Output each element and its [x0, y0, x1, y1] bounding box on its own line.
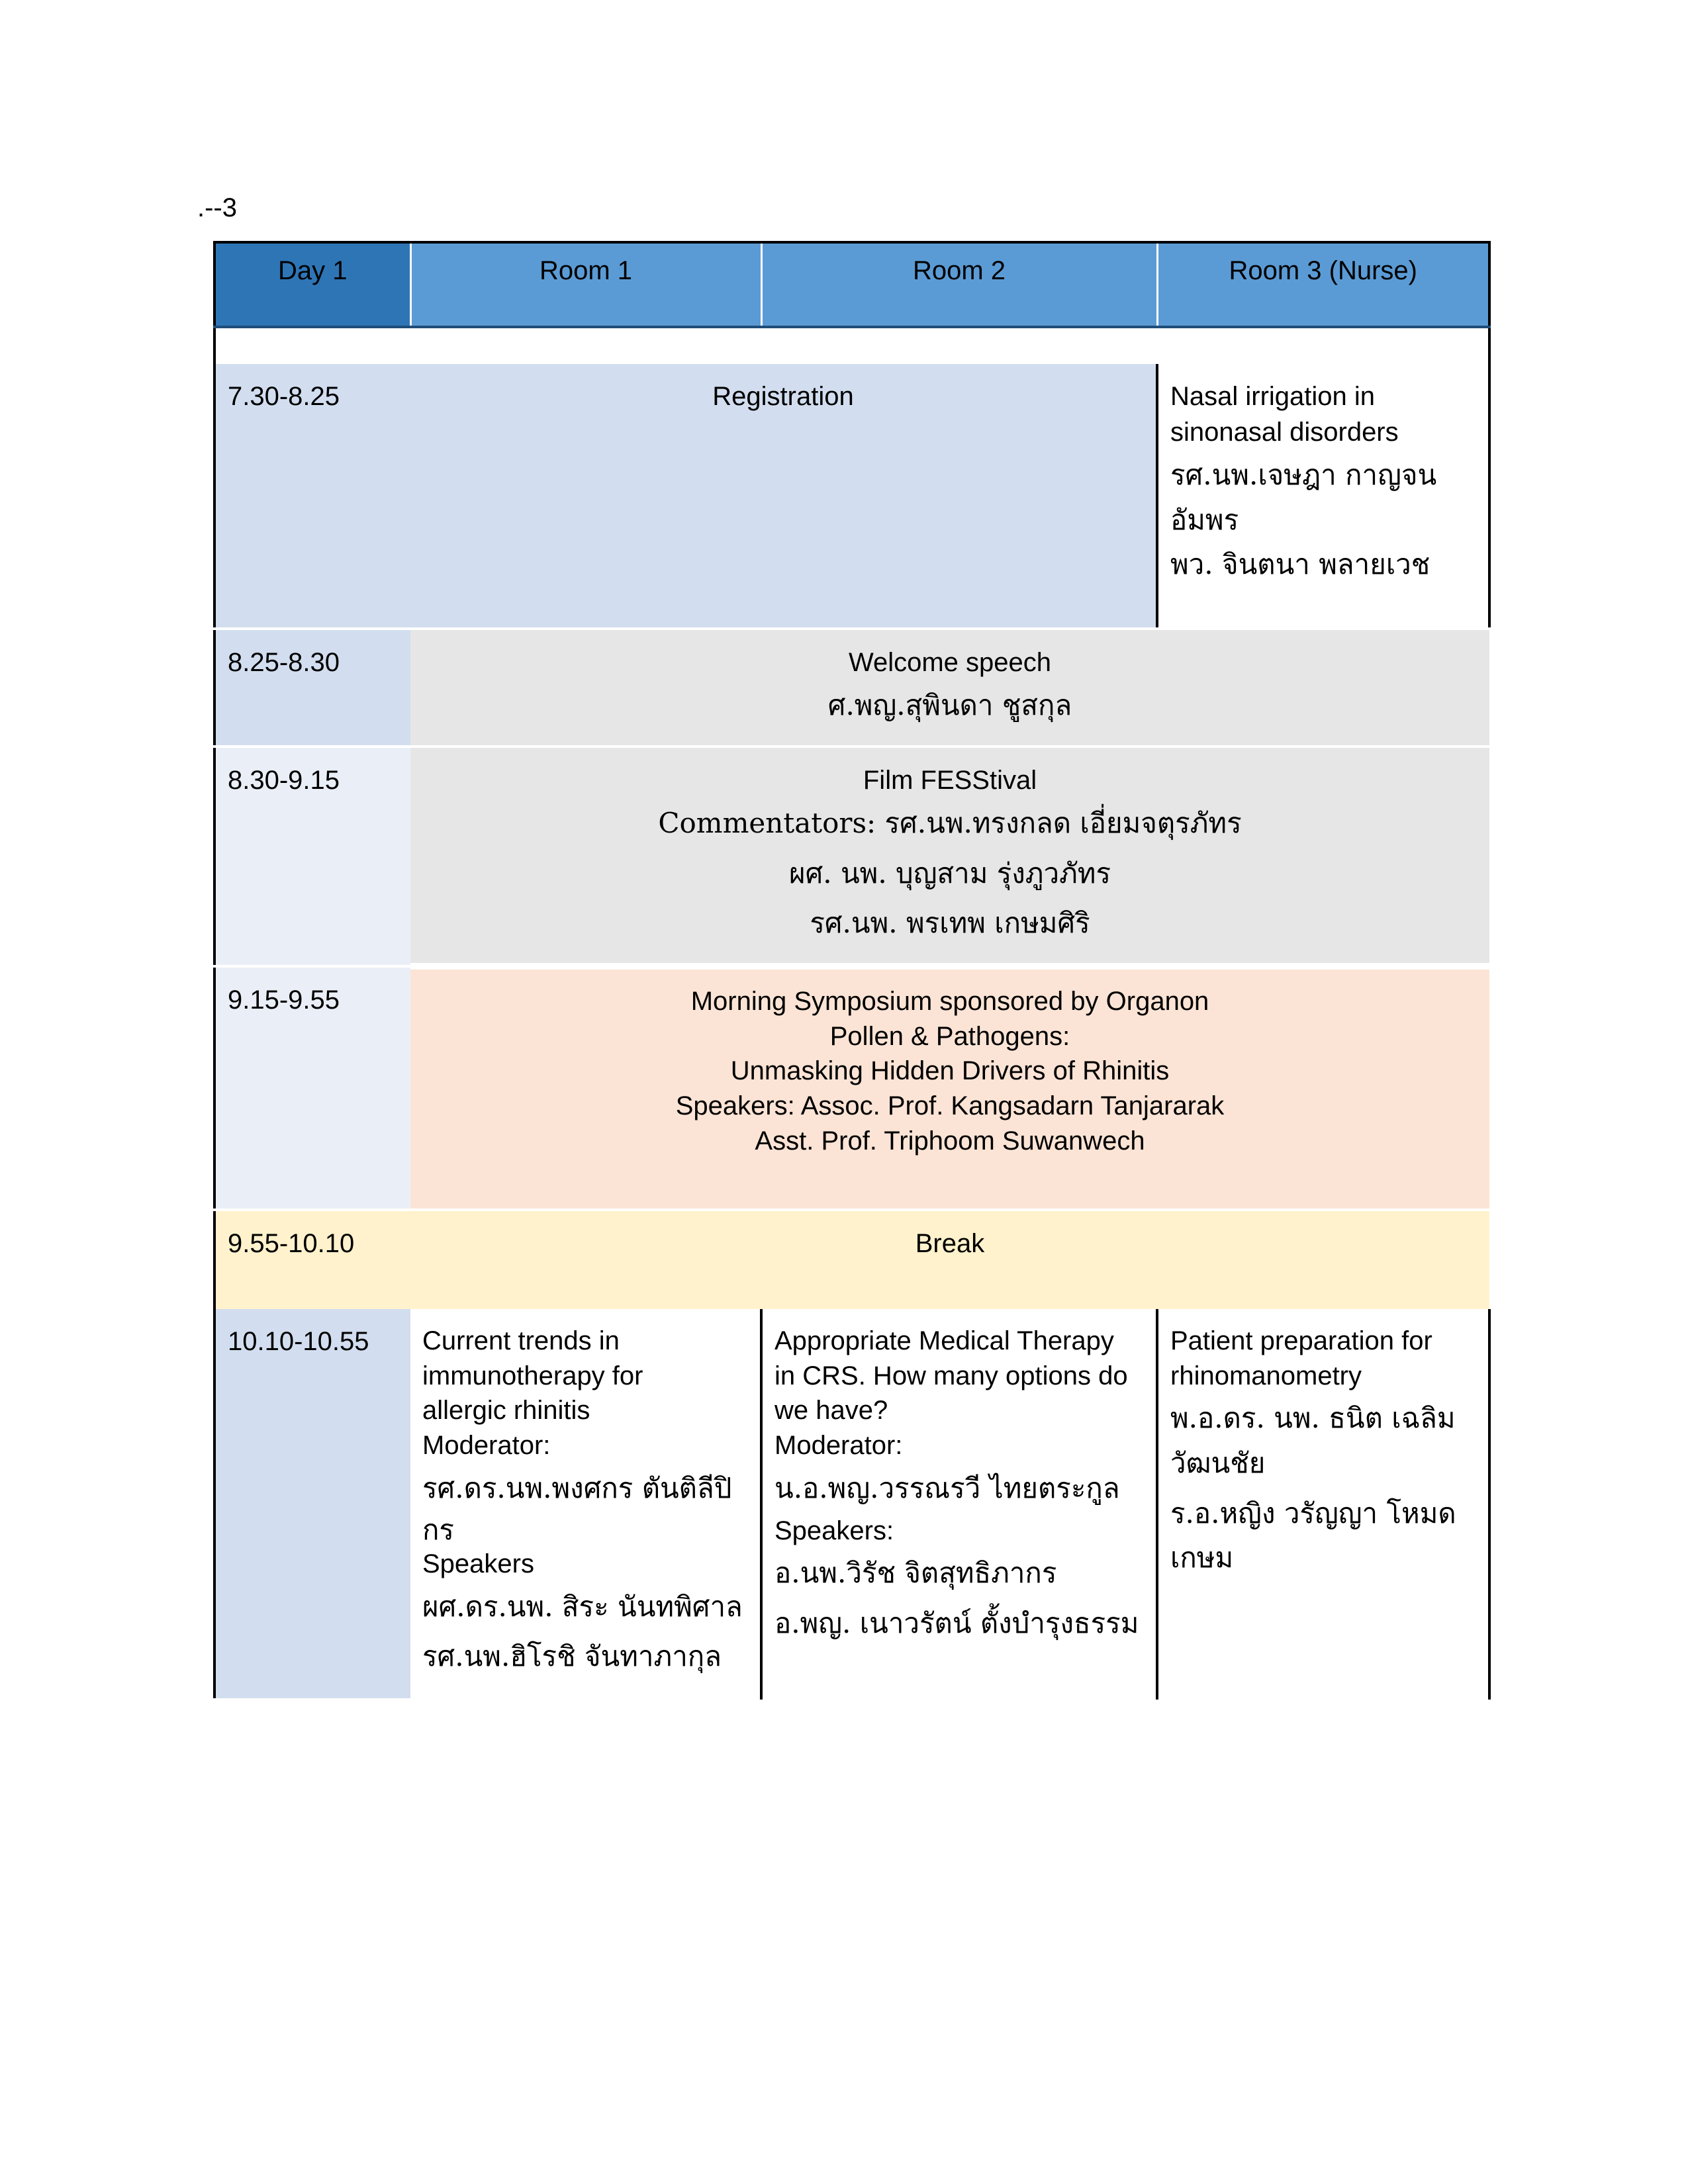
symposium-speakers: Asst. Prof. Triphoom Suwanwech — [755, 1126, 1145, 1156]
header-row — [214, 242, 1489, 327]
session-title: immunotherapy for — [422, 1361, 643, 1390]
commentator-name: รศ.นพ. พรเทพ เกษมศิริ — [810, 907, 1090, 940]
table-row — [214, 1210, 1489, 1309]
film-festival-cell — [410, 747, 1489, 966]
symposium-title: Morning Symposium sponsored by Organon — [690, 986, 1209, 1016]
header-day: Day 1 — [214, 242, 410, 327]
room3-session-cell — [1157, 364, 1489, 629]
speaker-name: เกษม — [1170, 1541, 1234, 1574]
commentator-name: ผศ. นพ. บุญสาม รุ่งภูวภัทร — [788, 856, 1111, 889]
header-room-3: Room 3 (Nurse) — [1157, 242, 1489, 327]
table-row — [214, 747, 1489, 966]
time-cell: 9.15-9.55 — [214, 966, 410, 1210]
speaker-name: ร.อ.หญิง วรัญญา โหมด — [1170, 1496, 1456, 1529]
welcome-cell — [410, 629, 1489, 747]
session-title: sinonasal disorders — [1170, 418, 1399, 447]
moderator-label: Moderator: — [422, 1431, 551, 1461]
commentators-line: Commentators: รศ.นพ.ทรงกลด เอี่ยมจตุรภัทร — [658, 807, 1242, 839]
table-row — [214, 1309, 1489, 1700]
session-title: Nasal irrigation in — [1170, 382, 1376, 411]
moderator-label: Moderator: — [774, 1431, 903, 1461]
moderator-name: รศ.ดร.นพ.พงศกร ตันติลีปิ — [422, 1471, 732, 1504]
schedule-table — [213, 241, 1491, 1701]
table-row — [214, 364, 1489, 629]
speakers-label: Speakers — [422, 1549, 534, 1578]
room3-session-cell — [1157, 1309, 1489, 1700]
session-title: rhinomanometry — [1170, 1361, 1362, 1390]
session-title: Appropriate Medical Therapy — [774, 1326, 1114, 1355]
time-cell: 9.55-10.10 — [214, 1210, 410, 1309]
session-title: Welcome speech — [848, 648, 1052, 677]
header-room-2: Room 2 — [761, 242, 1157, 327]
room2-session-cell — [761, 1309, 1157, 1700]
speaker-name: วัฒนชัย — [1170, 1446, 1266, 1479]
time-cell: 8.30-9.15 — [214, 747, 410, 966]
time-cell: 8.25-8.30 — [214, 629, 410, 747]
speaker-name: อ.นพ.วิรัช จิตสุทธิภากร — [774, 1557, 1057, 1590]
session-title: Film FESStival — [863, 766, 1037, 795]
registration-cell: Registration — [410, 364, 1157, 629]
speaker-name: รศ.นพ.เจษฎา กาญจน — [1170, 459, 1437, 491]
speaker-name: อ.พญ. เนาวรัตน์ ตั้งบำรุงธรรม — [774, 1606, 1139, 1639]
room1-session-cell — [410, 1309, 761, 1700]
session-title: allergic rhinitis — [422, 1396, 590, 1426]
speakers-label: Speakers: — [774, 1516, 894, 1545]
page-mark: .--3 — [197, 193, 237, 222]
time-cell: 7.30-8.25 — [214, 364, 410, 629]
header-room-1: Room 1 — [410, 242, 761, 327]
break-cell: Break — [410, 1210, 1489, 1309]
session-title: we have? — [774, 1396, 888, 1426]
time-cell: 10.10-10.55 — [214, 1309, 410, 1700]
speaker-name: พว. จินตนา พลายเวช — [1170, 548, 1430, 581]
moderator-name: กร — [422, 1513, 454, 1546]
speaker-name: อัมพร — [1170, 503, 1239, 536]
table-row — [214, 966, 1489, 1210]
speaker-name: ศ.พญ.สุพินดา ชูสกุล — [827, 689, 1072, 721]
table-row — [214, 629, 1489, 747]
symposium-topic: Pollen & Pathogens: — [829, 1021, 1070, 1051]
session-title: Current trends in — [422, 1326, 620, 1355]
session-title: Patient preparation for — [1170, 1326, 1432, 1355]
symposium-speakers: Speakers: Assoc. Prof. Kangsadarn Tanjararak — [675, 1091, 1225, 1121]
speaker-name: รศ.นพ.ฮิโรชิ จันทาภากุล — [422, 1640, 722, 1673]
symposium-cell — [410, 966, 1489, 1210]
moderator-name: น.อ.พญ.วรรณรวี ไทยตระกูล — [774, 1471, 1120, 1504]
speaker-name: พ.อ.ดร. นพ. ธนิต เฉลิม — [1170, 1402, 1456, 1435]
session-title: in CRS. How many options do — [774, 1361, 1128, 1390]
speaker-name: ผศ.ดร.นพ. สิระ นันทพิศาล — [422, 1590, 743, 1623]
symposium-topic: Unmasking Hidden Drivers of Rhinitis — [730, 1056, 1170, 1086]
